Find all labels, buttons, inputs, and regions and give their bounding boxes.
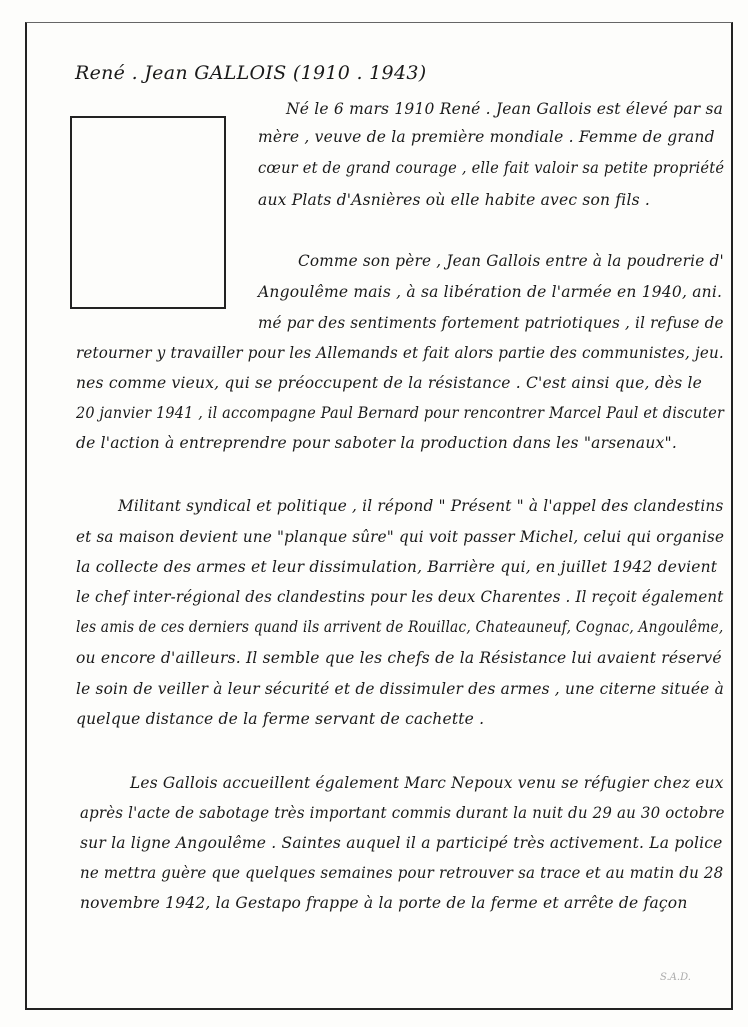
text-line: et sa maison devient une "planque sûre" qui voit passer Michel, celui qui organise [76,528,725,546]
text-line: de l'action à entreprendre pour saboter la production dans les "arsenaux". [76,434,677,452]
text-line: Comme son père , Jean Gallois entre à la poudrerie d' [298,252,724,270]
text-line: 20 janvier 1941 , il accompagne Paul Bernard pour rencontrer Marcel Paul et discuter [76,404,725,422]
text-line: quelque distance de la ferme servant de cachette . [76,710,485,728]
text-line: novembre 1942, la Gestapo frappe à la porte de la ferme et arrête de façon [80,894,688,912]
text-line: la collecte des armes et leur dissimulation, Barrière qui, en juillet 1942 devient [76,558,718,576]
text-line: sur la ligne Angoulême . Saintes auquel il a participé très activement. La police [80,834,723,852]
text-line: nes comme vieux, qui se préoccupent de la résistance . C'est ainsi que, dès le [76,374,703,392]
text-line: ne mettra guère que quelques semaines pour retrouver sa trace et au matin du 28 [80,864,724,882]
text-line: le soin de veiller à leur sécurité et de dissimuler des armes , une citerne située à [76,680,724,698]
text-line: cœur et de grand courage , elle fait valoir sa petite propriété [258,159,725,177]
photo-placeholder-frame [70,116,226,309]
text-line: retourner y travailler pour les Allemands et fait alors partie des communistes, jeu. [76,344,724,362]
text-line: mé par des sentiments fortement patriotiques , il refuse de [258,314,724,332]
text-line: le chef inter-régional des clandestins pour les deux Charentes . Il reçoit également [76,588,724,606]
document-title: René . Jean GALLOIS (1910 . 1943) [75,62,427,84]
text-line: les amis de ces derniers quand ils arrivent de Rouillac, Chateauneuf, Cognac, Angoulême, [76,618,724,636]
text-line: après l'acte de sabotage très important commis durant la nuit du 29 au 30 octobre [80,804,725,822]
text-line: Angoulême mais , à sa libération de l'armée en 1940, ani. [258,283,723,301]
text-line: Né le 6 mars 1910 René . Jean Gallois est élevé par sa [286,100,724,118]
text-line: Les Gallois accueillent également Marc Nepoux venu se réfugier chez eux [130,774,724,792]
text-line: mère , veuve de la première mondiale . Femme de grand [258,128,715,146]
text-line: ou encore d'ailleurs. Il semble que les chefs de la Résistance lui avaient réservé [76,649,722,667]
margin-mark: S.A.D. [660,972,691,983]
text-line: aux Plats d'Asnières où elle habite avec son fils . [258,191,651,209]
text-line: Militant syndical et politique , il répond " Présent " à l'appel des clandestins [118,497,724,515]
